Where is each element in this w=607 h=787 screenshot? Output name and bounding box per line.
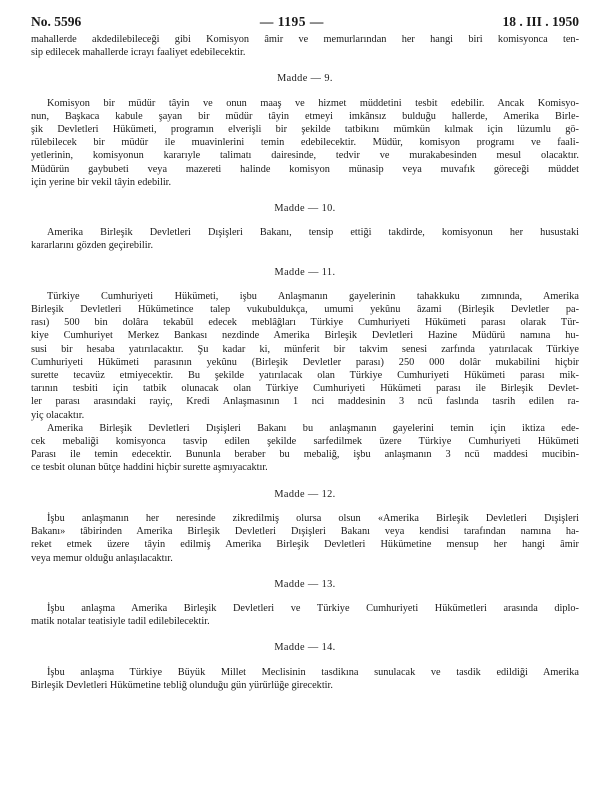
article-text-line: Amerika Birleşik Devletleri Dışişleri Bakanı, tensip ettiği takdirde, komisyonun her husustaki	[47, 227, 579, 239]
article-text-line: için yerine bir vekil tâyin edebilir.	[31, 176, 172, 188]
page-header	[31, 14, 579, 30]
article-text-line: yetlerinin, komisyonun kararıyle talimatı dairesinde, tedvir ve murakabesinden mesul olacaktır.	[31, 150, 579, 162]
article-text-line: kararlarını gözden geçirebilir.	[31, 240, 154, 252]
article-text-line: surette tecavüz etmiyecektir. Bu şekilde yatırılacak olan Türkiye Cumhuriyeti Hükümeti parası mik-	[31, 370, 579, 382]
article-text-line: Parası ile temin edecektir. Bununla beraber bu mebaliğ, işbu anlaşmanın 3 ncü maddesi mucibin-	[31, 449, 579, 461]
article-text-line: kiye Cumhuriyet Merkez Bankası nezdinde Amerika Birleşik Devletleri Hazine Müdürü namına hu-	[31, 330, 579, 342]
page-number: — 1195 —	[259, 14, 324, 29]
article-text-line: Birleşik Devletleri Hükümetine tebliğ olunduğu gün yürürlüğe girecektir.	[31, 679, 333, 691]
article-heading: Madde — 9.	[277, 73, 333, 85]
article-text-line: rası) 500 bin dolâra tekabül edecek meblâğları Türkiye Cumhuriyeti Hükümeti parası olarak Tür-	[31, 317, 579, 329]
article-text-line: şik Devletleri Hükümeti, programın elverişli bir şekilde tatbikını mümkün kılmak için lüzumlu gö-	[31, 124, 579, 136]
article-heading: Madde — 13.	[274, 578, 336, 590]
article-text-line: Komisyon bir müdür tâyin ve onun maaş ve hizmet müddetini tesbit edebilir. Ancak Komisyo-	[47, 97, 579, 109]
article-text-line: Cumhuriyeti Hükümeti parasının yekûnu (Birleşik Devletler parası) 250 000 dolâr mukabilini hiçbir	[31, 356, 579, 368]
article-text-line: ce tesbit olunan bütçe haddini hiçbir surette aşmıyacaktır.	[31, 462, 268, 474]
intro-line: mahallerde akdedilebileceği gibi Komisyon âmir ve memurlarından her hangi biri komisyonca ten-	[31, 34, 579, 45]
article-text-line: İşbu anlaşma Amerika Birleşik Devletleri ve Türkiye Cumhuriyeti Hükümetleri arasında diplo-	[47, 602, 579, 614]
article-text-line: Bakanı» tâbirinden Amerika Birleşik Devletleri Dışişleri Bakanı veya kendisi tarafından namına ha-	[31, 526, 579, 538]
article-text-line: Amerika Birleşik Devletleri Dışişleri Bakanı bu anlaşmanın gayelerini temin için iktiza ede-	[47, 422, 579, 434]
article-text-line: yiç olacaktır.	[31, 409, 85, 421]
intro-line: sip edilecek mahallerde icrayı faaliyet edebilecektir.	[31, 47, 246, 59]
gazette-number: No. 5596	[31, 14, 82, 29]
article-text-line: cek mebaliği komisyonca tasvip edilen şekilde sarfedilmek üzere Türkiye Cumhuriyeti Hükümeti	[31, 436, 579, 448]
article-text-line: İşbu anlaşma Türkiye Büyük Millet Meclisinin tasdikına sunulacak ve tasdik edildiği Amerika	[47, 666, 579, 678]
article-text-line: reket etmek üzere tâyin edilmiş Amerika Birleşik Devletleri Hükümetine mensup her hangi âmir	[31, 539, 579, 551]
article-heading: Madde — 14.	[274, 642, 336, 654]
article-text-line: Türkiye Cumhuriyeti Hükümeti, işbu Anlaşmanın gayelerinin tahakkuku zımnında, Amerika	[47, 290, 579, 302]
article-heading: Madde — 11.	[274, 266, 336, 278]
article-text-line: Müdürün gaybubeti veya mazereti halinde komisyon münasip veya muvafık göreceği müddet	[31, 163, 579, 175]
article-text-line: ler parası arasındaki rayiç, Kredi Anlaşmasının 1 nci maddesinin 3 ncü faslında tasrih edilen ra-	[31, 396, 579, 408]
article-text-line: tarının tesbiti için tatbik olunacak olan Türkiye Cumhuriyeti Hükümeti parası ile Birleşik Devlet-	[31, 383, 579, 395]
article-text-line: İşbu anlaşmanın her neresinde zikredilmiş olursa olsun «Amerika Birleşik Devletleri Dışişleri	[47, 512, 579, 524]
article-text-line: susi bir hesaba yatırılacaktır. Şu kadar ki, münferit bir takvim senesi zarfında yatırılacak Türkiye	[31, 343, 579, 355]
article-text-line: Birleşik Devletleri Hükümetince talep vukubuldukça, umumi yekûnu âzami (Birleşik Devletler pa-	[31, 304, 579, 316]
gazette-date: 18 . III . 1950	[502, 14, 579, 29]
article-text-line: nun, Başkaca kabule şayan bir müdür tâyin etmeyi imkânsız bulduğu hallerde, Amerika Birle-	[31, 110, 579, 122]
article-text-line: matik notalar teatisiyle tadil edilebilecektir.	[31, 616, 210, 628]
article-text-line: rülebilecek bir müdür ile muavinlerini temin edebilecektir. Müdür, komisyon programı ve faali-	[31, 137, 579, 149]
article-heading: Madde — 12.	[274, 488, 336, 500]
document-page	[31, 14, 579, 692]
article-heading: Madde — 10.	[274, 203, 336, 215]
article-text-line: veya memur olduğu anlaşılacaktır.	[31, 552, 173, 564]
document-body	[31, 33, 579, 692]
